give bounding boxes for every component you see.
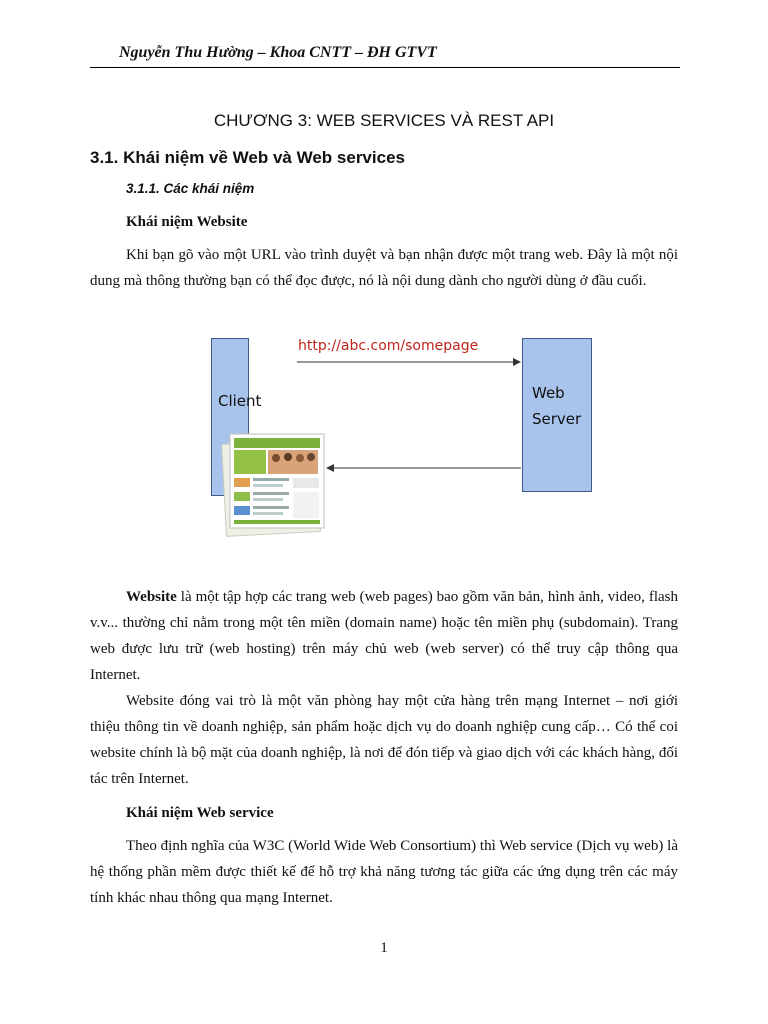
website-definition-text: là một tập hợp các trang web (web pages) bao gồm văn bản, hình ảnh, video, flash v.v... thường chỉ nằm trong một tên miền (domain name) hoặc tên miền phụ (subdomain). Trang web được lưu trữ (web hosting) trên máy chủ web (web server) có thể truy cập thông qua Internet. [90, 589, 678, 683]
website-term: Website [126, 589, 177, 605]
server-label-line2: Server [532, 410, 582, 428]
heading-webservice: Khái niệm Web service [126, 805, 274, 821]
chapter-title: CHƯƠNG 3: WEB SERVICES VÀ REST API [213, 111, 555, 130]
page-header: Nguyễn Thu Hường – Khoa CNTT – ĐH GTVT [119, 44, 437, 61]
paragraph-webservice: Theo định nghĩa của W3C (World Wide Web Consortium) thì Web service (Dịch vụ web) là hệ thống phần mềm được thiết kế để hỗ trợ khả năng tương tác giữa các ứng dụng trên các máy tính khác nhau thông qua mạng Internet. [90, 838, 678, 906]
diagram-arrows [200, 330, 600, 540]
subsection-title: 3.1.1. Các khái niệm [126, 181, 255, 196]
paragraph-website-role: Website đóng vai trò là một văn phòng hay một cửa hàng trên mạng Internet – nơi giới thiệu thông tin về doanh nghiệp, sản phẩm hoặc dịch vụ do doanh nghiệp cung cấp… Có thể coi website chính là bộ mặt của doanh nghiệp, là nơi để đón tiếp và giao dịch với các khách hàng, đối tác trên Internet. [90, 693, 678, 787]
paragraph-website-definition [90, 584, 678, 688]
client-server-diagram [200, 330, 600, 540]
header-rule [90, 67, 680, 68]
webpage-thumbnail-icon [222, 434, 324, 536]
paragraph-intro: Khi bạn gõ vào một URL vào trình duyệt và bạn nhận được một trang web. Đây là một nội dung mà thông thường bạn có thể đọc được, nó là nội dung dành cho người dùng ở đầu cuối. [90, 247, 678, 289]
heading-website: Khái niệm Website [126, 214, 248, 230]
section-title: 3.1. Khái niệm về Web và Web services [90, 148, 405, 167]
url-label: http://abc.com/somepage [298, 338, 479, 354]
page-number: 1 [380, 940, 388, 956]
server-label-line1: Web [532, 384, 565, 402]
client-label: Client [218, 392, 262, 410]
